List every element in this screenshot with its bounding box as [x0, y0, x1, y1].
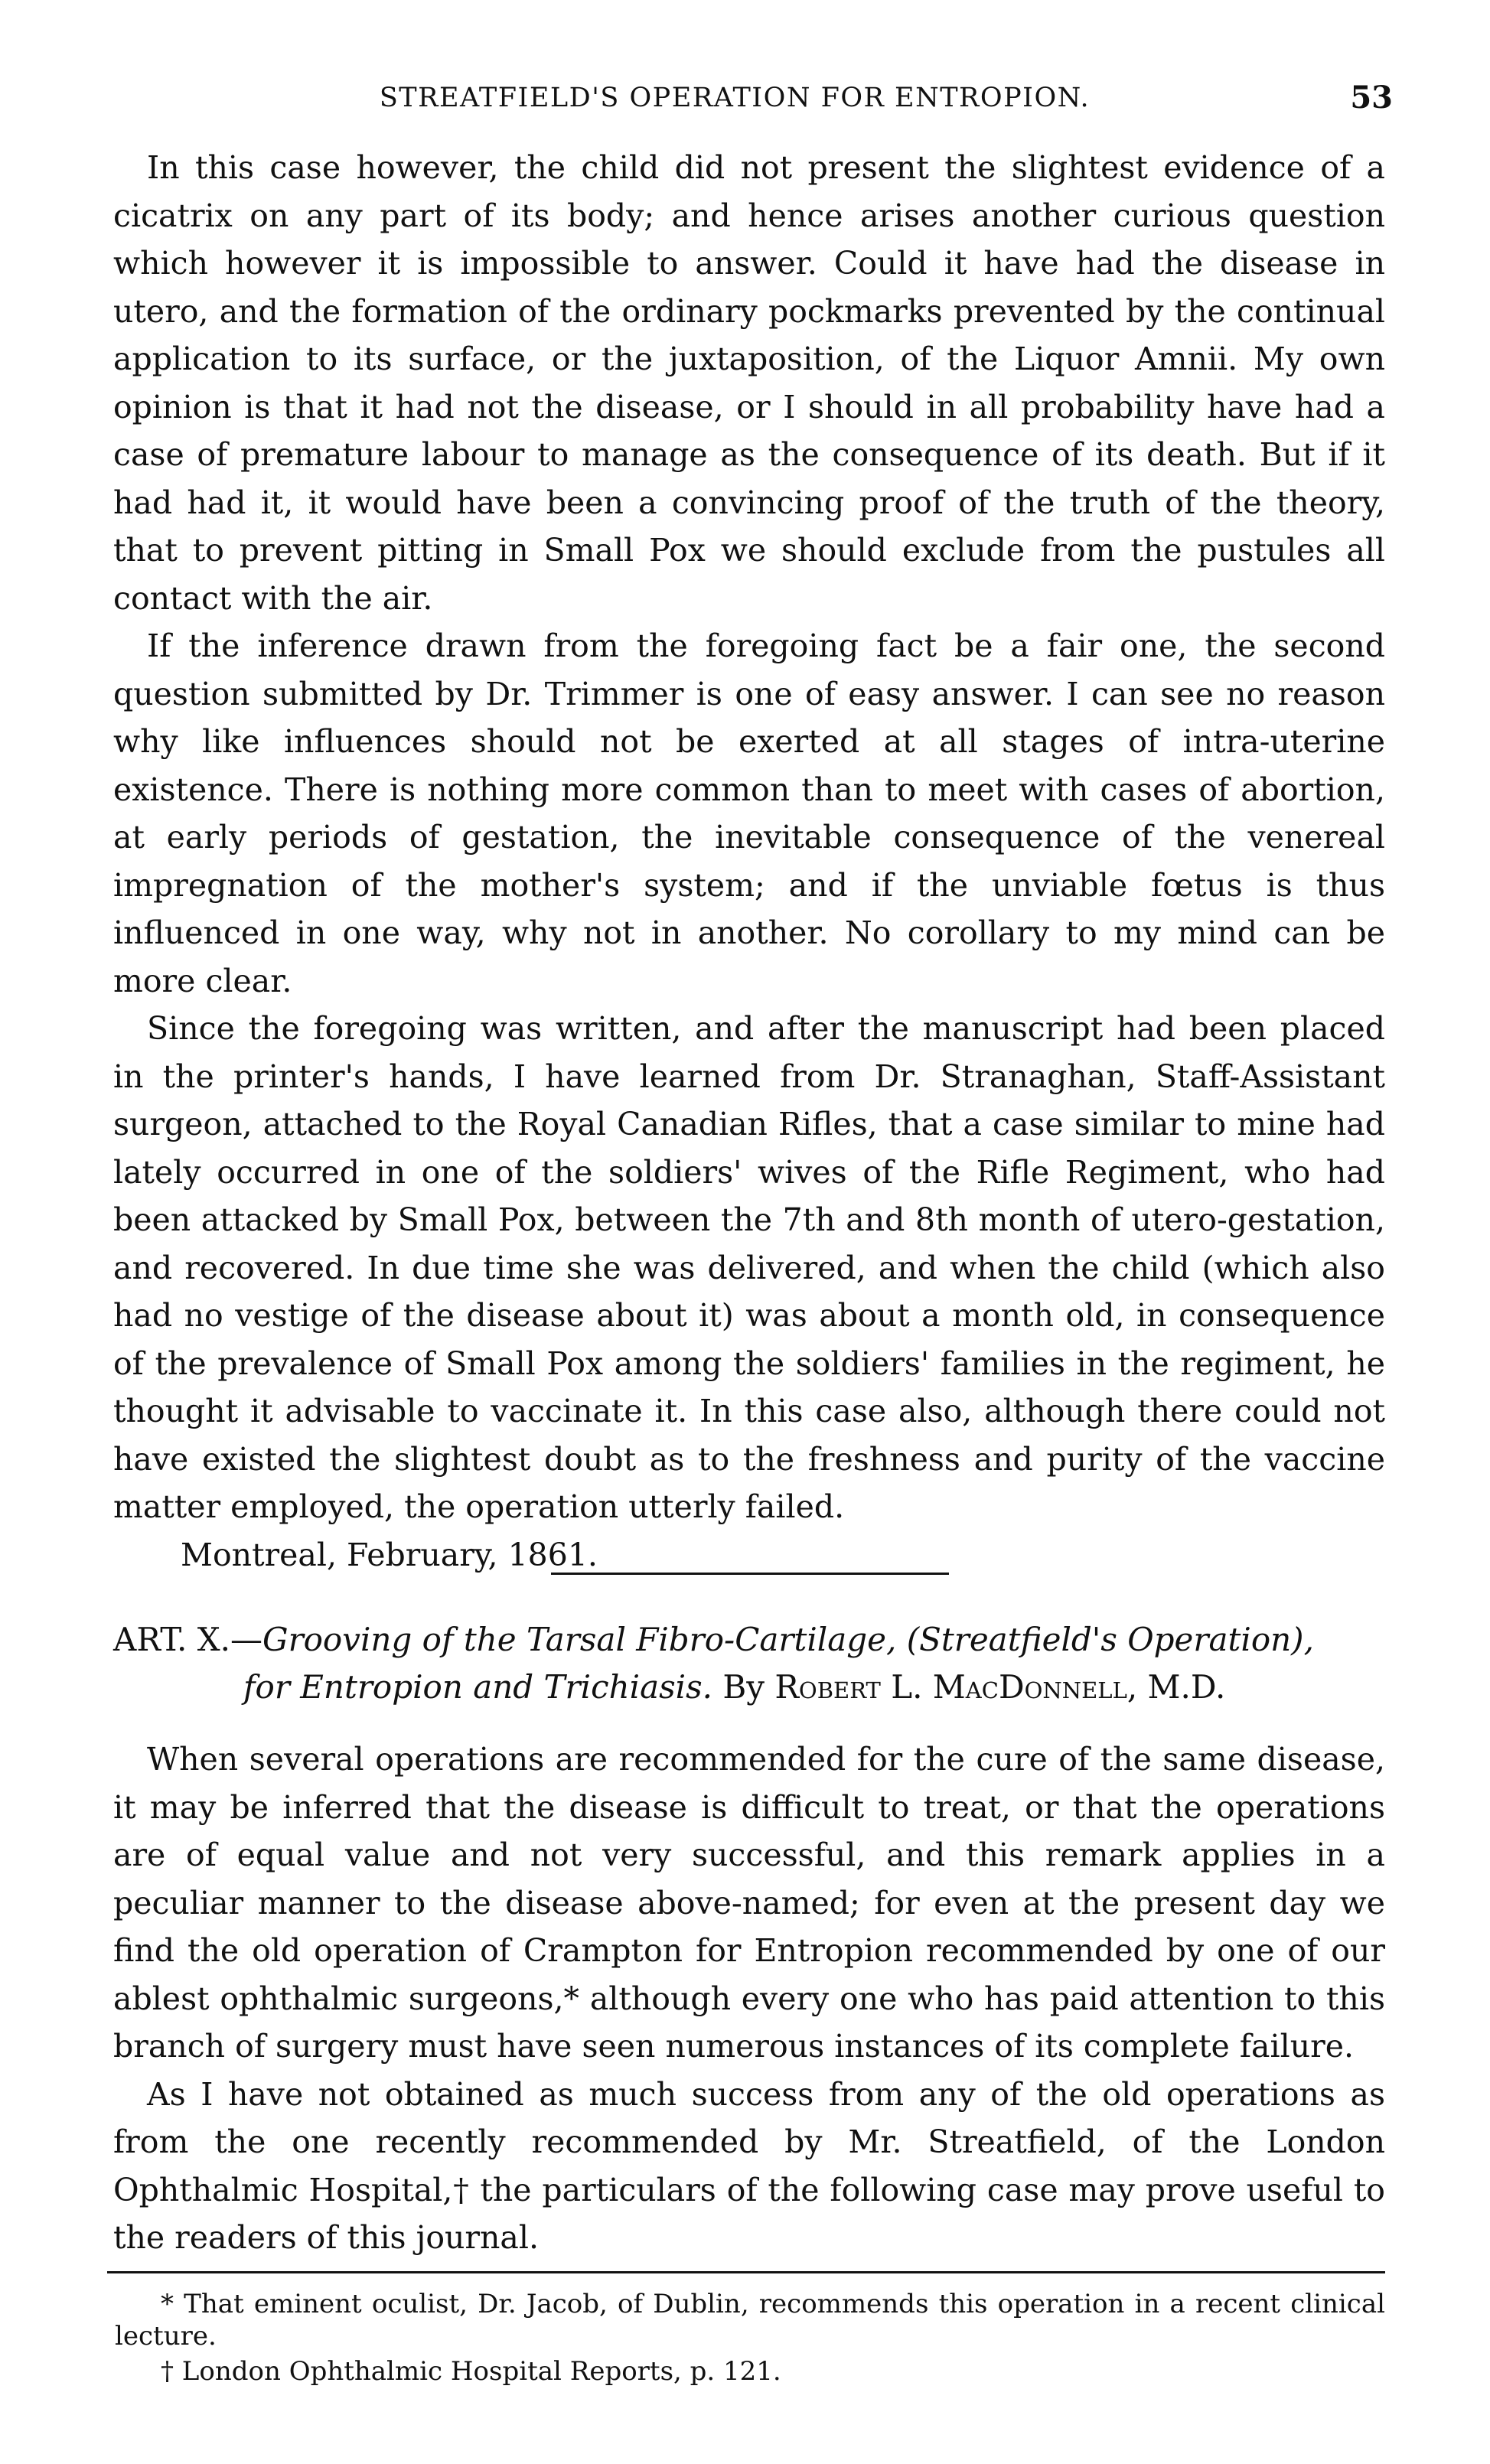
paragraph: Since the foregoing was written, and after the manuscript had been placed in the printer's hands, I have learned from Dr. Stranaghan, Staff-Assistant surgeon, attached to the Royal Canadian Rifles, that a case similar to mine had lately occurred in one of the soldiers' wives of the Rifle Regiment, who had been attacked by Small Pox, between the 7th and 8th month of utero-gestation, and recovered. In due time she was delivered, and when the child (which also had no vestige of the disease about it) was about a month old, in consequence of the prevalence of Small Pox among the soldiers' families in the regiment, he thought it advisable to vaccinate it. In this case also, although there could not have existed the slightest doubt as to the freshness and purity of the vaccine matter employed, the operation utterly failed.	[113, 1010, 1385, 1525]
running-title: STREATFIELD'S OPERATION FOR ENTROPION.	[379, 83, 1091, 113]
article-heading-line1	[113, 1616, 1385, 1664]
footnote-divider	[107, 2271, 1385, 2273]
footnotes	[115, 2288, 1385, 2387]
article-heading-line2	[113, 1664, 1385, 1711]
article-by: By	[722, 1668, 765, 1706]
article-title-line1: Grooving of the Tarsal Fibro-Cartilage, (Streatfield's Operation),	[262, 1621, 1314, 1658]
paragraph: As I have not obtained as much success from any of the old operations as from the one recently recommended by Mr. Streatfield, of the London Ophthalmic Hospital,† the particulars of the following case may prove useful to the readers of this journal.	[113, 2075, 1385, 2256]
footnote: * That eminent oculist, Dr. Jacob, of Dublin, recommends this operation in a recent clinical lecture.	[115, 2289, 1385, 2352]
footnote: † London Ophthalmic Hospital Reports, p. 121.	[161, 2356, 781, 2387]
article-text	[113, 1736, 1385, 2262]
section-divider	[551, 1573, 949, 1575]
continuation-text	[113, 144, 1385, 1579]
running-head	[115, 75, 1393, 121]
article-title-line2: for Entropion and Trichiasis.	[243, 1668, 712, 1706]
page-number: 53	[1350, 80, 1393, 116]
paragraph: When several operations are recommended for the cure of the same disease, it may be inferred that the disease is difficult to treat, or that the operations are of equal value and not very successful, and this remark applies in a peculiar manner to the disease above-named; for even at the present day we find the old operation of Crampton for Entropion recommended by one of our ablest ophthalmic surgeons,* although every one who has paid attention to this branch of surgery must have seen numerous instances of its complete failure.	[113, 1741, 1385, 2065]
paragraph: In this case however, the child did not present the slightest evidence of a cicatrix on any part of its body; and hence arises another curious question which however it is impossible to answer. Could it have had the disease in utero, and the formation of the ordinary pockmarks prevented by the continual application to its surface, or the juxtaposition, of the Liquor Amnii. My own opinion is that it had not the disease, or I should in all probability have had a case of premature labour to manage as the consequence of its death. But if it had had it, it would have been a convincing proof of the truth of the theory, that to prevent pitting in Small Pox we should exclude from the pustules all contact with the air.	[113, 149, 1385, 617]
article-heading	[113, 1616, 1385, 1711]
article-dash: —	[230, 1621, 263, 1658]
article-author: Robert L. MacDonnell, M.D.	[774, 1668, 1226, 1706]
sign-off-date: Montreal, February, 1861.	[181, 1536, 598, 1573]
article-label: ART. X.	[113, 1621, 231, 1658]
paragraph: If the inference drawn from the foregoing fact be a fair one, the second question submitted by Dr. Trimmer is one of easy answer. I can see no reason why like influences should not be exerted at all stages of intra-uterine existence. There is nothing more common than to meet with cases of abortion, at early periods of gestation, the inevitable consequence of the venereal impregnation of the mother's system; and if the unviable fœtus is thus influenced in one way, why not in another. No corollary to my mind can be more clear.	[113, 627, 1385, 999]
